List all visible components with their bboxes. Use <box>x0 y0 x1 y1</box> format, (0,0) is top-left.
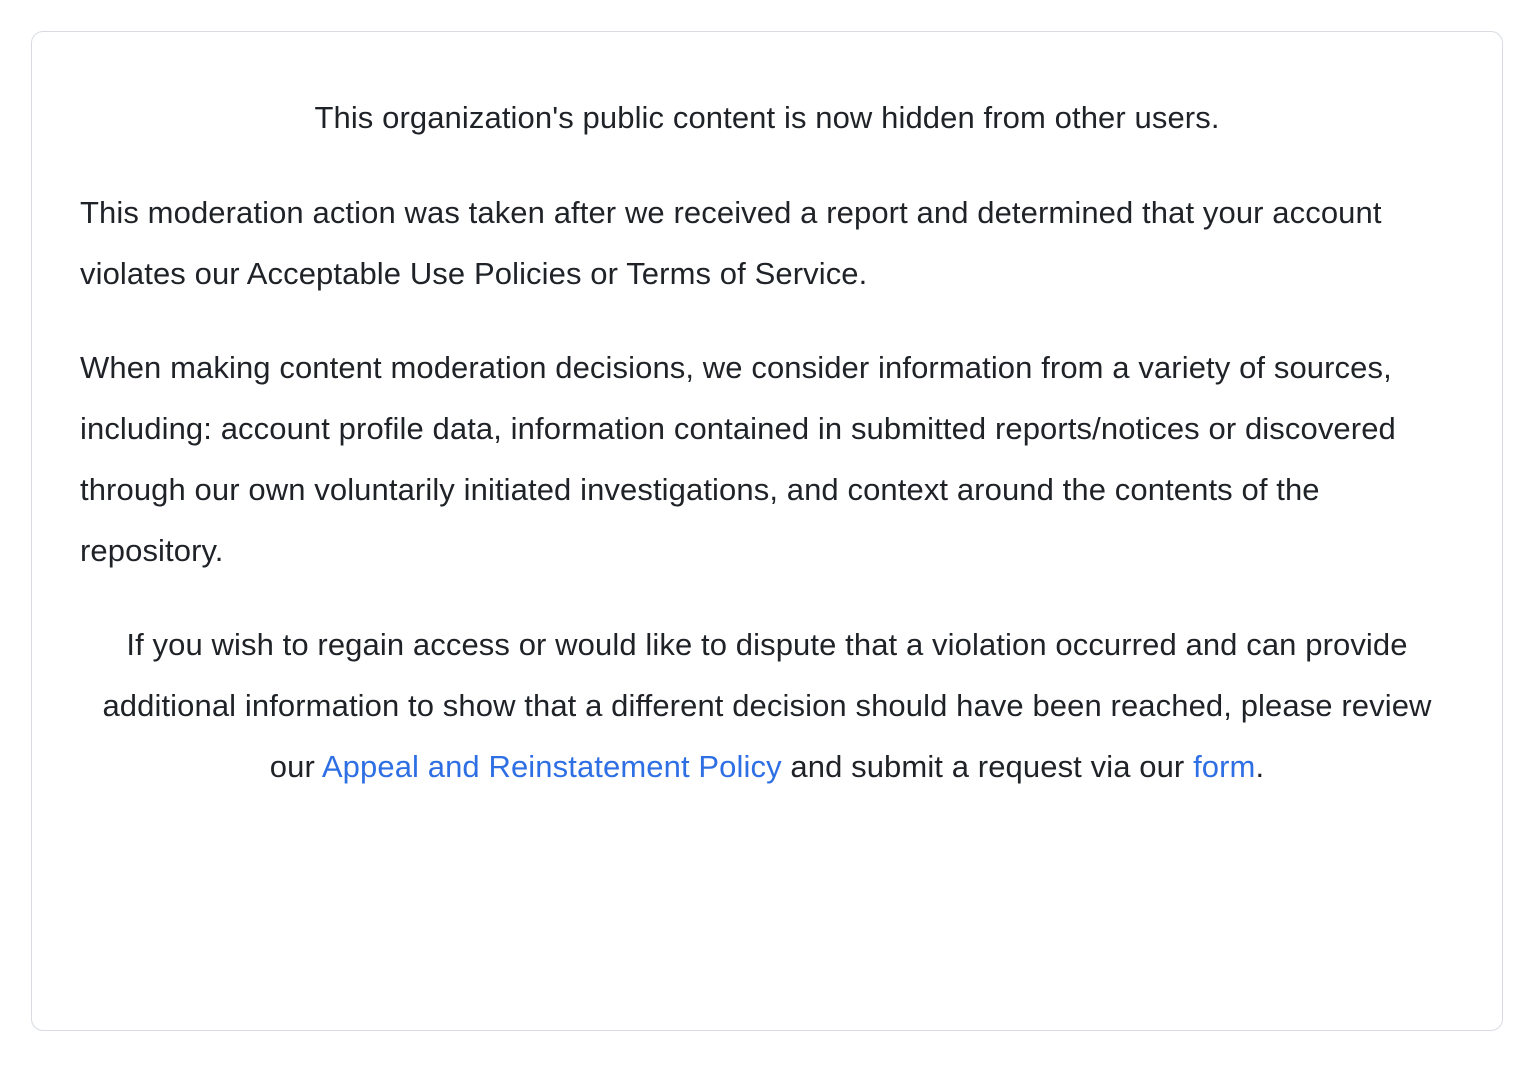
notice-reason-paragraph: This moderation action was taken after we received a report and determined that your account violates our Acceptable Use Policies or Terms of Service. <box>80 194 1382 291</box>
appeal-text-before-link: If you wish to regain access or would like to dispute that a violation occurred and can provide additional information to show that a different decision should have been reached, please review our <box>102 627 1432 784</box>
appeal-text-after-link: . <box>1255 748 1265 784</box>
appeal-text-between-links: and submit a request via our <box>781 748 1194 784</box>
appeal-and-reinstatement-policy-link[interactable]: Appeal and Reinstatement Policy <box>321 748 782 784</box>
notice-headline: This organization's public content is now hidden from other users. <box>314 100 1220 135</box>
request-form-link[interactable]: form <box>1193 748 1256 784</box>
notice-appeal-paragraph <box>80 615 1454 797</box>
moderation-notice-card <box>31 31 1503 1031</box>
notice-sources-paragraph: When making content moderation decisions, we consider information from a variety of sources, including: account profile data, information contained in submitted reports/notices or discovered through our own voluntarily initiated investigations, and context around the contents of the repository. <box>80 350 1396 568</box>
